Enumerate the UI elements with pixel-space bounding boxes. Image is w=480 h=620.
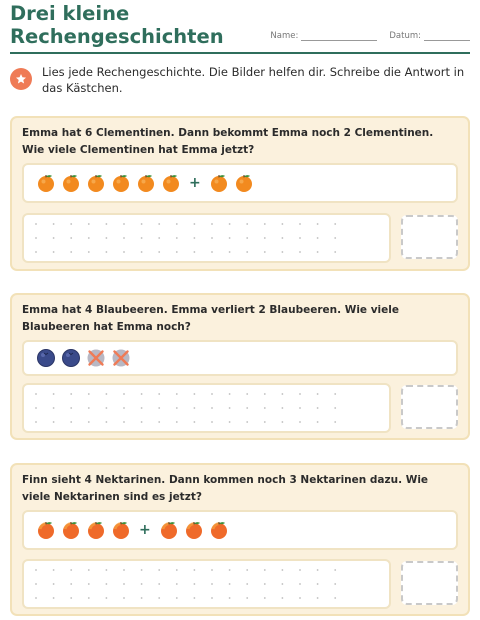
problem-1-pictures (22, 163, 458, 203)
problem-3-work-area[interactable] (22, 559, 391, 609)
title-line-2: Rechengeschichten (10, 25, 224, 48)
nectarine-icon (209, 520, 229, 540)
blueberry-icon (36, 348, 56, 368)
problem-2-pictures (22, 340, 458, 376)
nectarine-icon (86, 520, 106, 540)
worksheet-header (10, 2, 470, 54)
problem-2-work-area[interactable] (22, 383, 391, 433)
dot-grid (24, 561, 389, 607)
problem-card-2 (10, 293, 470, 440)
crossed-out-blueberry-icon (111, 348, 131, 368)
nectarine-icon (61, 520, 81, 540)
clementine-icon (86, 173, 106, 193)
crossed-out-blueberry-icon (86, 348, 106, 368)
problem-1-answer-row (22, 213, 458, 263)
blueberry-icon (61, 348, 81, 368)
nectarine-icon (184, 520, 204, 540)
worksheet-title (10, 2, 224, 48)
nectarine-icon (159, 520, 179, 540)
problem-2-answer-box[interactable] (401, 385, 458, 429)
date-line[interactable] (424, 31, 470, 41)
clementine-icon (111, 173, 131, 193)
date-field[interactable] (389, 31, 470, 41)
clementine-icon (209, 173, 229, 193)
nectarine-icon (111, 520, 131, 540)
meta-fields (270, 31, 470, 41)
problem-1-answer-box[interactable] (401, 215, 458, 259)
clementine-icon (136, 173, 156, 193)
problem-3-question: Finn sieht 4 Nektarinen. Dann kommen noch 3 Nektarinen dazu. Wie viele Nektarinen sind es jetzt? (22, 474, 429, 503)
nectarine-icon (36, 520, 56, 540)
dot-grid (24, 215, 389, 261)
date-label: Datum: (389, 31, 421, 41)
problem-1-question: Emma hat 6 Clementinen. Dann bekommt Emma noch 2 Clementinen. Wie viele Clementinen hat Emma jetzt? (22, 127, 434, 156)
problem-3-answer-box[interactable] (401, 561, 458, 605)
clementine-icon (61, 173, 81, 193)
problem-2-answer-row (22, 383, 458, 433)
problem-1-work-area[interactable] (22, 213, 391, 263)
name-label: Name: (270, 31, 299, 41)
clementine-icon (161, 173, 181, 193)
clementine-icon (36, 173, 56, 193)
problem-2-question: Emma hat 4 Blaubeeren. Emma verliert 2 Blaubeeren. Wie viele Blaubeeren hat Emma noch? (22, 304, 399, 333)
dot-grid (24, 385, 389, 431)
problem-3-pictures (22, 510, 458, 550)
title-line-1: Drei kleine (10, 2, 130, 25)
problem-card-1 (10, 116, 470, 271)
plus-sign: + (139, 522, 151, 538)
problem-card-3 (10, 463, 470, 616)
clementine-icon (234, 173, 254, 193)
name-field[interactable] (270, 31, 377, 41)
problem-3-answer-row (22, 559, 458, 609)
star-icon (10, 68, 32, 90)
instructions (10, 64, 470, 96)
instructions-text: Lies jede Rechengeschichte. Die Bilder helfen dir. Schreibe die Antwort in das Kästchen. (42, 65, 465, 95)
name-line[interactable] (301, 31, 377, 41)
plus-sign: + (189, 175, 201, 191)
